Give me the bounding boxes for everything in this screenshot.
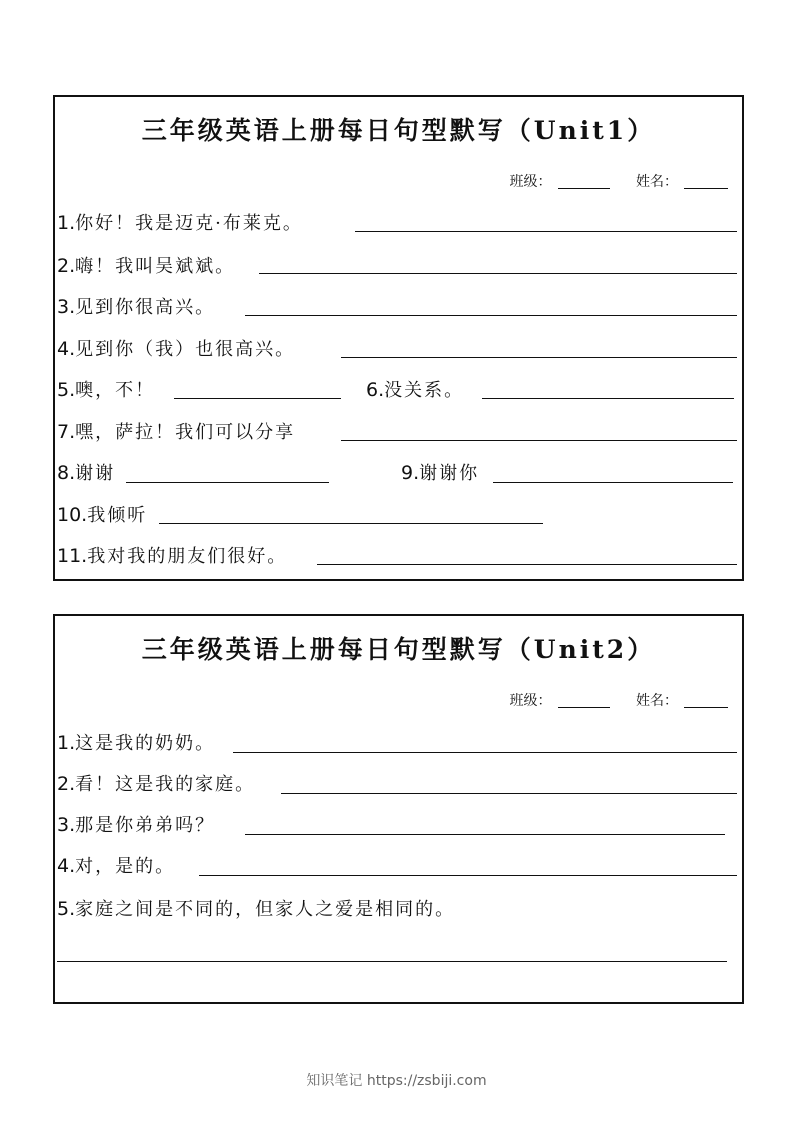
answer-line[interactable] bbox=[355, 231, 737, 232]
answer-line[interactable] bbox=[259, 273, 737, 274]
unit2-question-5: 5.家庭之间是不同的，但家人之爱是相同的。 bbox=[57, 898, 456, 920]
answer-line[interactable] bbox=[233, 752, 737, 753]
unit1-question-11: 11.我对我的朋友们很好。 bbox=[57, 545, 288, 567]
answer-line[interactable] bbox=[341, 357, 737, 358]
unit2-question-2: 2.看！这是我的家庭。 bbox=[57, 773, 256, 795]
answer-line[interactable] bbox=[126, 482, 329, 483]
answer-line[interactable] bbox=[174, 398, 341, 399]
unit2-question-1: 1.这是我的奶奶。 bbox=[57, 732, 216, 754]
unit1-class-name-row bbox=[510, 171, 728, 191]
answer-line[interactable] bbox=[199, 875, 737, 876]
name-label: 姓名： bbox=[636, 174, 678, 190]
answer-line[interactable] bbox=[281, 793, 737, 794]
answer-line[interactable] bbox=[245, 315, 737, 316]
unit2-title: 三年级英语上册每日句型默写（Unit2） bbox=[141, 635, 656, 664]
unit1-question-2: 2.嗨！我叫吴斌斌。 bbox=[57, 255, 236, 277]
unit1-question-3: 3.见到你很高兴。 bbox=[57, 296, 216, 318]
unit1-question-4: 4.见到你（我）也很高兴。 bbox=[57, 338, 296, 360]
unit1-worksheet bbox=[53, 95, 744, 581]
name-blank[interactable] bbox=[684, 188, 728, 189]
class-blank[interactable] bbox=[558, 707, 610, 708]
class-blank[interactable] bbox=[558, 188, 610, 189]
answer-line[interactable] bbox=[493, 482, 733, 483]
footer-watermark: 知识笔记 https://zsbiji.com bbox=[306, 1073, 487, 1089]
unit1-title: 三年级英语上册每日句型默写（Unit1） bbox=[141, 116, 656, 145]
unit2-question-3: 3.那是你弟弟吗？ bbox=[57, 814, 216, 836]
name-label: 姓名： bbox=[636, 693, 678, 709]
unit1-question-6: 6.没关系。 bbox=[366, 379, 465, 401]
class-label: 班级： bbox=[509, 174, 552, 190]
unit1-question-10: 10.我倾听 bbox=[57, 504, 148, 526]
answer-line[interactable] bbox=[245, 834, 725, 835]
unit2-question-4: 4.对，是的。 bbox=[57, 855, 176, 877]
name-blank[interactable] bbox=[684, 707, 728, 708]
answer-line[interactable] bbox=[159, 523, 543, 524]
unit1-question-7: 7.嘿，萨拉！我们可以分享 bbox=[57, 421, 296, 443]
unit1-question-8: 8.谢谢 bbox=[57, 462, 116, 484]
answer-line[interactable] bbox=[341, 440, 737, 441]
answer-line[interactable] bbox=[317, 564, 737, 565]
unit1-question-5: 5.噢，不！ bbox=[57, 379, 156, 401]
unit2-class-name-row bbox=[510, 690, 728, 710]
unit1-question-9: 9.谢谢你 bbox=[401, 462, 480, 484]
unit1-question-1: 1.你好！我是迈克·布莱克。 bbox=[57, 212, 303, 234]
answer-line[interactable] bbox=[482, 398, 734, 399]
unit2-worksheet bbox=[53, 614, 744, 1004]
class-label: 班级： bbox=[509, 693, 552, 709]
answer-line[interactable] bbox=[57, 961, 727, 962]
